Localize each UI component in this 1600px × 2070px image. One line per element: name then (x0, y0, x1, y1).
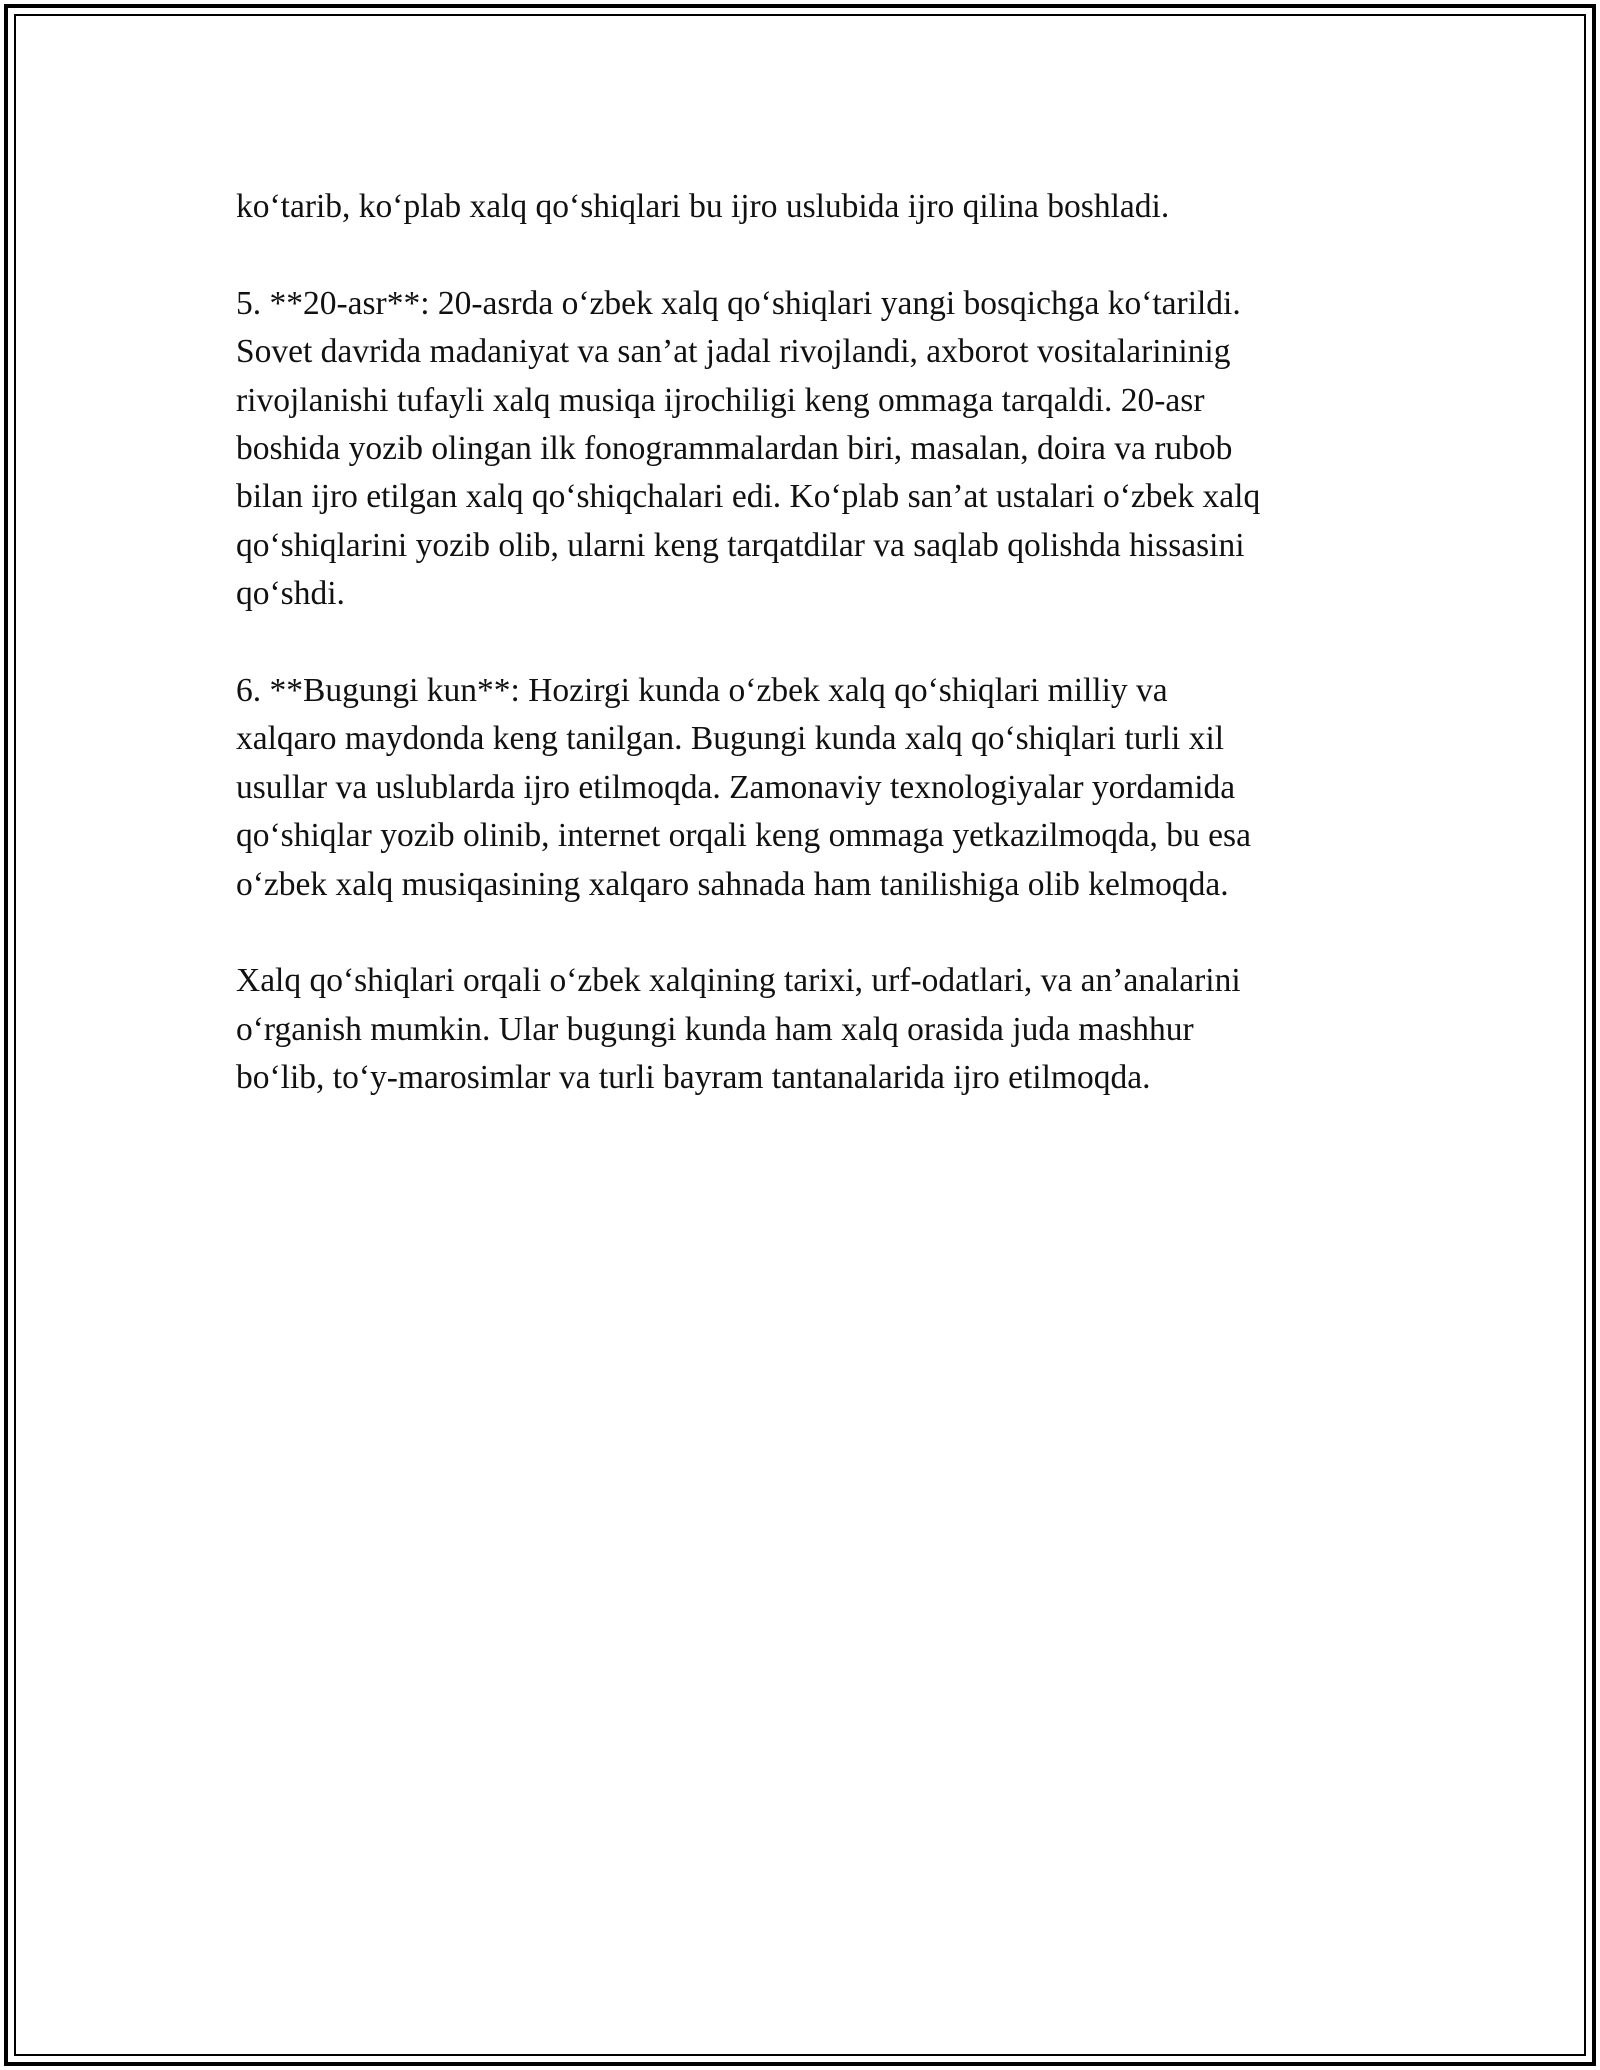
paragraph-continuation: ko‘tarib, ko‘plab xalq qo‘shiqlari bu ijro uslubida ijro qilina boshladi. (236, 188, 1170, 225)
paragraph-conclusion: Xalq qo‘shiqlari orqali o‘zbek xalqining tarixi, urf-odatlari, va an’analarini o‘rganish mumkin. Ular bugungi kunda ham xalq orasida juda mashhur bo‘lib, to‘y-marosimlar va turli bayram tantanalarida ijro etilmoqda. (236, 962, 1241, 1097)
document-body (236, 183, 1366, 1151)
paragraph-today: 6. **Bugungi kun**: Hozirgi kunda o‘zbek xalq qo‘shiqlari milliy va xalqaro maydonda keng tanilgan. Bugungi kunda xalq qo‘shiqlari turli xil usullar va uslublarda ijro etilmoqda. Zamonaviy texnologiyalar yordamida qo‘shiqlar yozib olinib, internet orqali keng ommaga yetkazilmoqda, bu esa o‘zbek xalq musiqasining xalqaro sahnada ham tanilishiga olib kelmoqda. (236, 672, 1251, 903)
paragraph-20th-century: 5. **20-asr**: 20-asrda o‘zbek xalq qo‘shiqlari yangi bosqichga ko‘tarildi. Sovet davrida madaniyat va san’at jadal rivojlandi, axborot vositalarininig rivojlanishi tufayli xalq musiqa ijrochiligi keng ommaga tarqaldi. 20-asr boshida yozib olingan ilk fonogrammalardan biri, masalan, doira va rubob bilan ijro etilgan xalq qo‘shiqchalari edi. Ko‘plab san’at ustalari o‘zbek xalq qo‘shiqlarini yozib olib, ularni keng tarqatdilar va saqlab qolishda hissasini qo‘shdi. (236, 284, 1261, 613)
